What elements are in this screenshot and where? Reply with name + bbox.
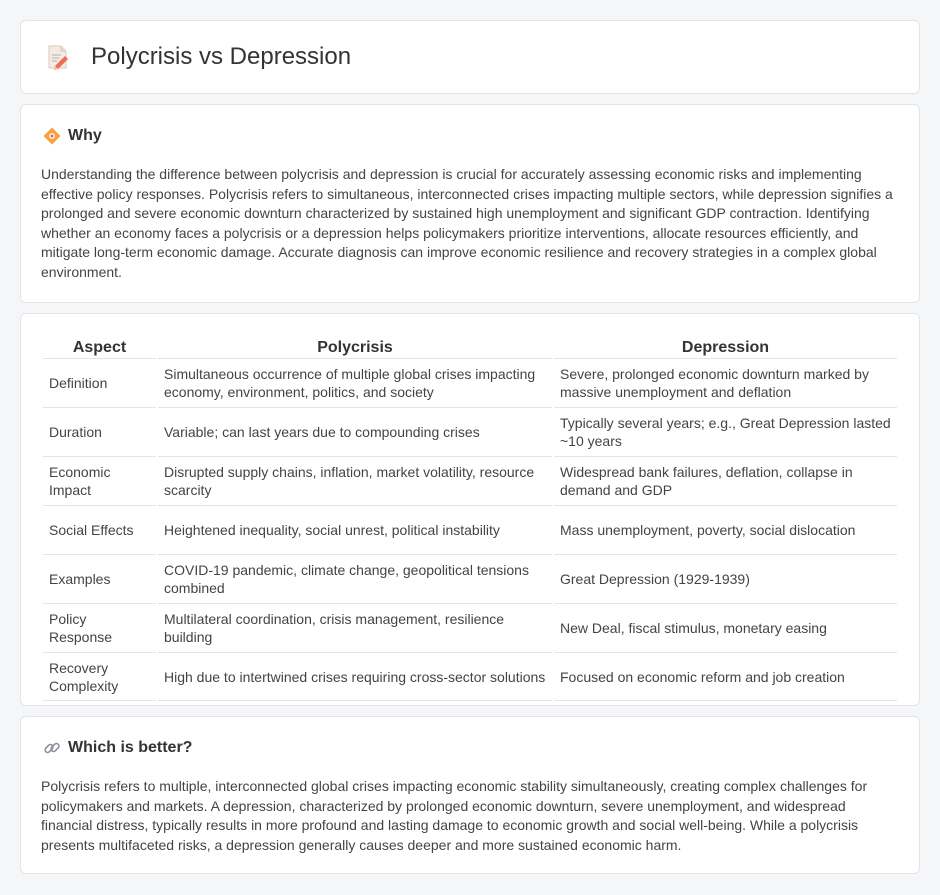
polycrisis-cell: Heightened inequality, social unrest, political instability [158, 505, 552, 554]
aspect-cell: Examples [43, 554, 156, 603]
table-row [43, 407, 897, 456]
link-icon [43, 739, 61, 757]
title-card [20, 20, 920, 94]
polycrisis-cell: Simultaneous occurrence of multiple global crises impacting economy, environment, politics, and society [158, 358, 552, 407]
table-header-row [43, 336, 897, 358]
title-row [45, 43, 351, 71]
better-heading: Which is better? [68, 739, 193, 756]
depression-cell: Great Depression (1929-1939) [554, 554, 897, 603]
better-paragraph: Polycrisis refers to multiple, interconnected global crises impacting economic stability simultaneously, creating complex challenges for policymakers and markets. A depression, characterized by prolonged economic downturn, severe unemployment, and widespread financial distress, typically results in more profound and lasting damage to economic growth and social well-being. While a polycrisis presents multifaceted risks, a depression generally causes deeper and more sustained economic harm. [41, 778, 868, 853]
depression-cell: New Deal, fiscal stimulus, monetary easing [554, 603, 897, 652]
aspect-cell: Social Effects [43, 505, 156, 554]
table-row [43, 652, 897, 701]
depression-cell: Focused on economic reform and job creation [554, 652, 897, 701]
aspect-cell: Economic Impact [43, 456, 156, 505]
depression-cell: Mass unemployment, poverty, social dislocation [554, 505, 897, 554]
table-row [43, 554, 897, 603]
which-better-card [20, 716, 920, 874]
diamond-warning-icon [43, 127, 61, 145]
table-row [43, 505, 897, 554]
table-row [43, 456, 897, 505]
why-heading-row [43, 127, 102, 145]
comparison-table [41, 336, 899, 701]
header-polycrisis: Polycrisis [317, 339, 393, 356]
polycrisis-cell: High due to intertwined crises requiring cross-sector solutions [158, 652, 552, 701]
why-paragraph: Understanding the difference between polycrisis and depression is crucial for accurately assessing economic risks and implementing effective policy responses. Polycrisis refers to simultaneous, interconnected crises impacting multiple sectors, while depression signifies a prolonged and severe economic downturn characterized by sustained high unemployment and significant GDP contraction. Identifying whether an economy faces a polycrisis or a depression helps policymakers prioritize interventions, allocate resources efficiently, and mitigate long-term economic damage. Accurate diagnosis can improve economic resilience and recovery strategies in a complex global environment. [41, 166, 893, 280]
aspect-cell: Duration [43, 407, 156, 456]
header-aspect: Aspect [72, 339, 127, 356]
page-title: Polycrisis vs Depression [91, 43, 352, 70]
aspect-cell: Definition [43, 358, 156, 407]
polycrisis-cell: COVID-19 pandemic, climate change, geopolitical tensions combined [158, 554, 552, 603]
table-row [43, 358, 897, 407]
header-depression: Depression [681, 339, 770, 356]
aspect-cell: Recovery Complexity [43, 652, 156, 701]
depression-cell: Severe, prolonged economic downturn marked by massive unemployment and deflation [554, 358, 897, 407]
why-card [20, 104, 920, 303]
better-heading-row [43, 739, 192, 757]
polycrisis-cell: Multilateral coordination, crisis management, resilience building [158, 603, 552, 652]
comparison-card [20, 313, 920, 706]
why-heading: Why [68, 127, 102, 144]
memo-pencil-icon [45, 43, 71, 71]
aspect-cell: Policy Response [43, 603, 156, 652]
table-row [43, 603, 897, 652]
polycrisis-cell: Disrupted supply chains, inflation, market volatility, resource scarcity [158, 456, 552, 505]
depression-cell: Typically several years; e.g., Great Depression lasted ~10 years [554, 407, 897, 456]
polycrisis-cell: Variable; can last years due to compounding crises [158, 407, 552, 456]
depression-cell: Widespread bank failures, deflation, collapse in demand and GDP [554, 456, 897, 505]
